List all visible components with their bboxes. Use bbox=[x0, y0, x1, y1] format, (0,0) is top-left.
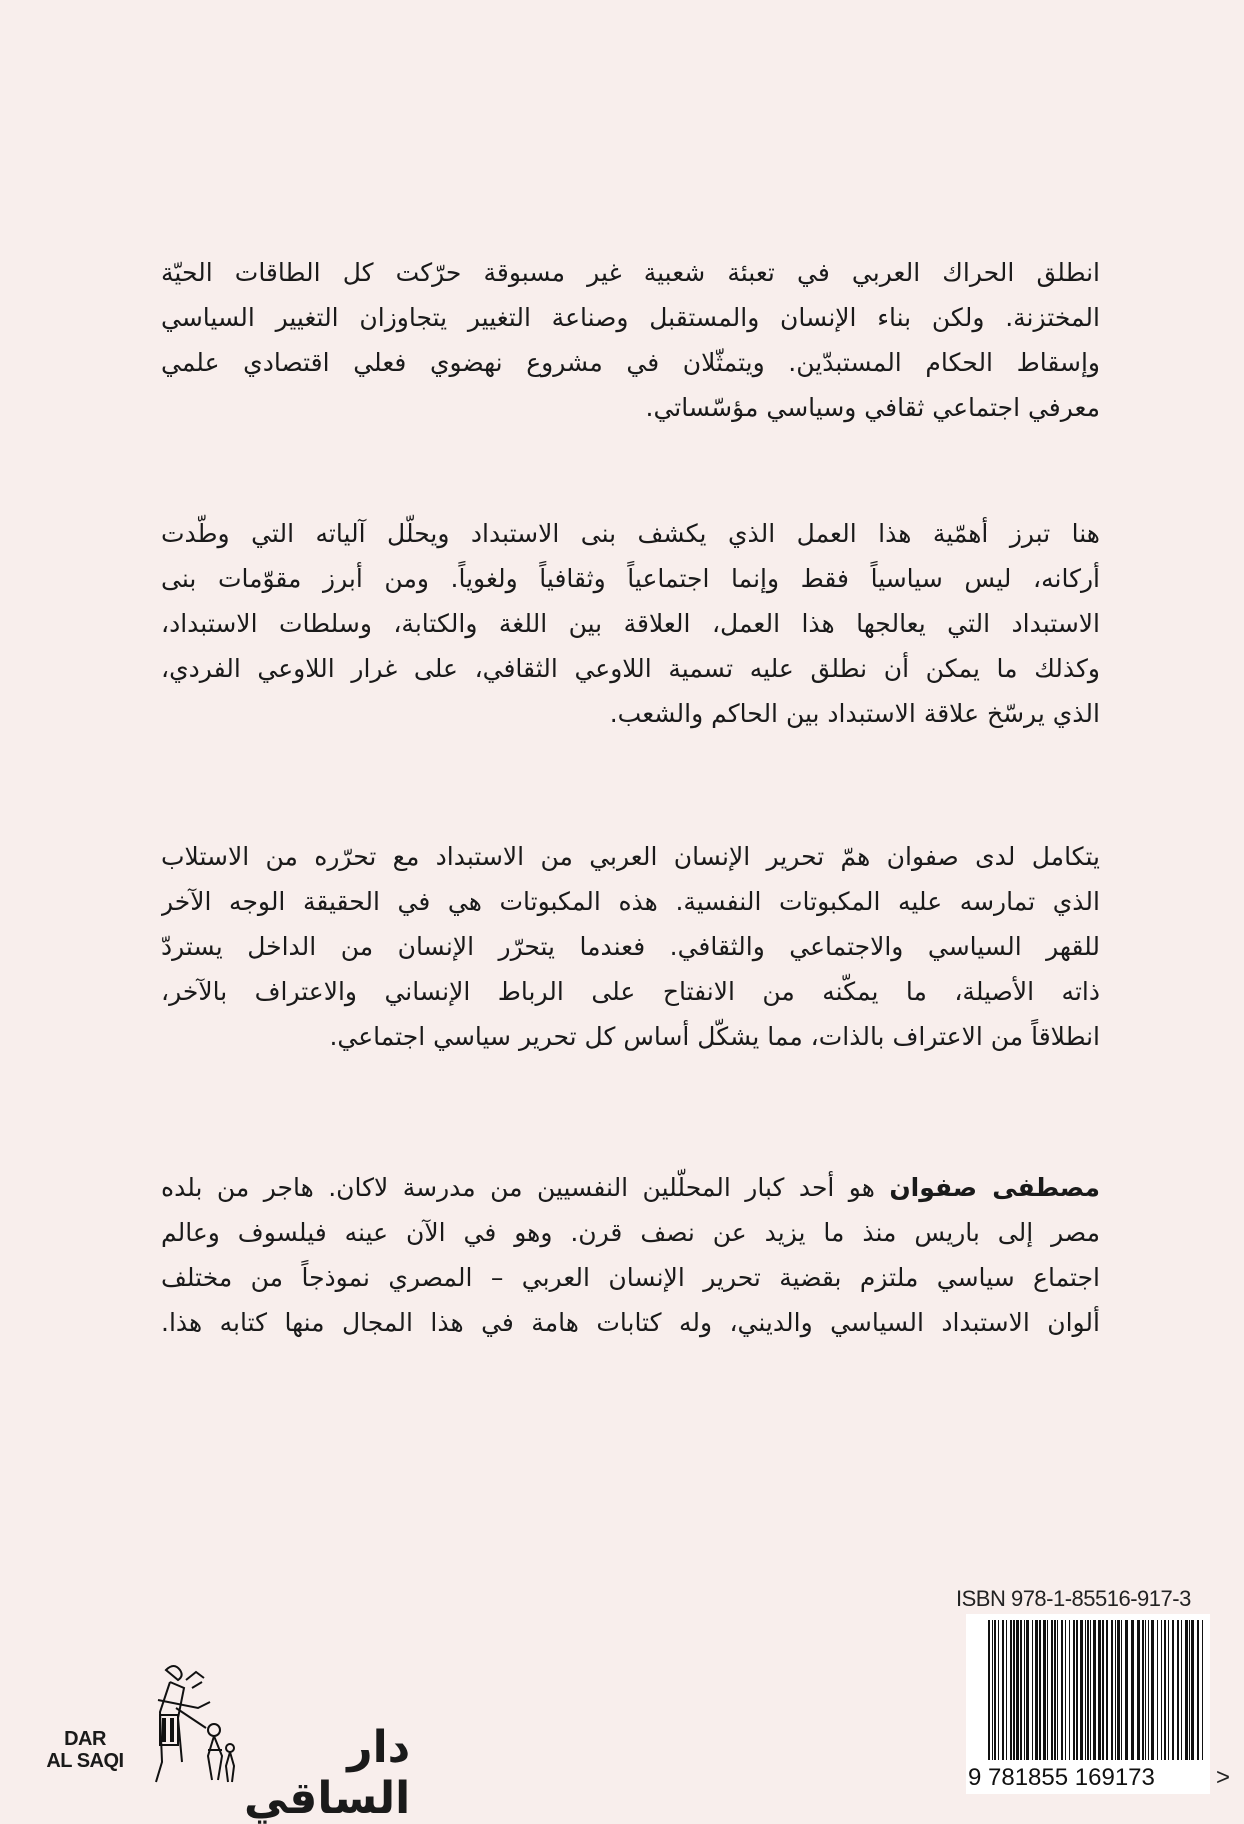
barcode bbox=[966, 1614, 1210, 1794]
barcode-bar bbox=[998, 1620, 999, 1760]
publisher-name-line1: DAR bbox=[64, 1728, 106, 1750]
barcode-bar bbox=[1076, 1620, 1078, 1760]
barcode-bar bbox=[1181, 1620, 1182, 1760]
barcode-bar bbox=[992, 1620, 993, 1760]
barcode-bar bbox=[1191, 1620, 1194, 1760]
text-line: الذي تمارسه عليه المكبوتات النفسية. هذه المكبوتات هي في الحقيقة الوجه الآخر bbox=[161, 887, 1100, 916]
barcode-bar bbox=[1137, 1620, 1140, 1760]
barcode-bar bbox=[1172, 1620, 1174, 1760]
text-line: انطلاقاً من الاعتراف بالذات، مما يشكّل أساس كل تحرير سياسي اجتماعي. bbox=[329, 1022, 1100, 1051]
author-name: مصطفى صفوان bbox=[889, 1173, 1100, 1202]
barcode-bar bbox=[1090, 1620, 1091, 1760]
barcode-arrow: > bbox=[1216, 1764, 1231, 1791]
barcode-bar bbox=[1121, 1620, 1122, 1760]
barcode-bars bbox=[966, 1614, 1210, 1764]
barcode-bar bbox=[1157, 1620, 1158, 1760]
barcode-bar bbox=[1197, 1620, 1199, 1760]
text-line: اجتماع سياسي ملتزم بقضية تحرير الإنسان العربي – المصري نموذجاً من مختلف bbox=[161, 1263, 1100, 1292]
publisher-name-en bbox=[44, 1728, 126, 1772]
barcode-bar bbox=[1115, 1620, 1116, 1760]
barcode-bar bbox=[1111, 1620, 1113, 1760]
text-line: وكذلك ما يمكن أن نطلق عليه تسمية اللاوعي الثقافي، على غرار اللاوعي الفردي، bbox=[161, 654, 1100, 683]
text-line: وإسقاط الحكام المستبدّين. ويتمثّلان في مشروع نهضوي فعلي اقتصادي علمي bbox=[161, 348, 1100, 377]
barcode-bar bbox=[1085, 1620, 1086, 1760]
barcode-bar bbox=[988, 1620, 990, 1760]
barcode-bar bbox=[1148, 1620, 1149, 1760]
barcode-bar bbox=[1080, 1620, 1083, 1760]
barcode-bar bbox=[1010, 1620, 1012, 1760]
barcode-bar bbox=[1125, 1620, 1128, 1760]
barcode-bar bbox=[1202, 1620, 1203, 1760]
barcode-bar bbox=[1093, 1620, 1096, 1760]
blurb-paragraph-3 bbox=[161, 834, 1100, 1059]
barcode-bar bbox=[1177, 1620, 1179, 1760]
author-bio-text: هو أحد كبار المحلّلين النفسيين من مدرسة لاكان. هاجر من بلده bbox=[161, 1173, 890, 1202]
barcode-bar bbox=[1117, 1620, 1120, 1760]
text-line: المختزنة. ولكن بناء الإنسان والمستقبل وصناعة التغيير يتجاوزان التغيير السياسي bbox=[161, 303, 1100, 332]
publisher-logo bbox=[44, 1650, 411, 1824]
barcode-bar bbox=[1161, 1620, 1162, 1760]
text-line: مصر إلى باريس منذ ما يزيد عن نصف قرن. وهو في الآن عينه فيلسوف وعالم bbox=[161, 1218, 1100, 1247]
text-line: ألوان الاستبداد السياسي والديني، وله كتابات هامة في هذا المجال منها كتابه هذا. bbox=[161, 1308, 1100, 1337]
text-line: هنا تبرز أهمّية هذا العمل الذي يكشف بنى الاستبداد ويحلّل آلياته التي وطّدت bbox=[161, 519, 1100, 548]
barcode-bar bbox=[1168, 1620, 1169, 1760]
barcode-bar bbox=[1035, 1620, 1038, 1760]
water-bearer-illustration-icon bbox=[136, 1660, 246, 1785]
barcode-bar bbox=[1145, 1620, 1146, 1760]
barcode-bar bbox=[1047, 1620, 1048, 1760]
barcode-bar bbox=[1057, 1620, 1058, 1760]
text-line: انطلق الحراك العربي في تعبئة شعبية غير مسبوقة حرّكت كل الطاقات الحيّة bbox=[161, 258, 1100, 287]
barcode-bar bbox=[994, 1620, 996, 1760]
barcode-bar bbox=[1151, 1620, 1154, 1760]
barcode-bar bbox=[1051, 1620, 1053, 1760]
barcode-bar bbox=[1131, 1620, 1134, 1760]
blurb-paragraph-2 bbox=[161, 511, 1100, 736]
barcode-bar bbox=[1065, 1620, 1066, 1760]
text-line: ذاته الأصيلة، ما يمكّنه من الانفتاح على الرباط الإنساني والاعتراف بالآخر، bbox=[161, 977, 1100, 1006]
text-line bbox=[161, 1165, 1100, 1210]
text-line: يتكامل لدى صفوان همّ تحرير الإنسان العربي من الاستبداد مع تحرّره من الاستلاب bbox=[161, 842, 1100, 871]
blurb-paragraph-1 bbox=[161, 250, 1100, 430]
text-line: الذي يرسّخ علاقة الاستبداد بين الحاكم والشعب. bbox=[609, 699, 1100, 728]
text-line: الاستبداد التي يعالجها هذا العمل، العلاقة بين اللغة والكتابة، وسلطات الاستبداد، bbox=[161, 609, 1100, 638]
barcode-bar bbox=[1061, 1620, 1063, 1760]
isbn-label: ISBN 978-1-85516-917-3 bbox=[956, 1586, 1191, 1611]
text-line: أركانه، ليس سياسياً فقط وإنما اجتماعياً وثقافياً ولغوياً. ومن أبرز مقوّمات بنى bbox=[161, 564, 1100, 593]
text-line: للقهر السياسي والاجتماعي والثقافي. فعندما يتحرّر الإنسان من الداخل يستردّ bbox=[161, 932, 1100, 961]
text-line: معرفي اجتماعي ثقافي وسياسي مؤسّساتي. bbox=[645, 393, 1100, 422]
barcode-bar bbox=[1073, 1620, 1075, 1760]
barcode-bar bbox=[1189, 1620, 1190, 1760]
barcode-bar bbox=[1002, 1620, 1004, 1760]
barcode-bar bbox=[1098, 1620, 1101, 1760]
barcode-bar bbox=[1043, 1620, 1046, 1760]
barcode-bar bbox=[1026, 1620, 1029, 1760]
barcode-bar bbox=[1032, 1620, 1033, 1760]
barcode-bar bbox=[1106, 1620, 1108, 1760]
barcode-bar bbox=[1069, 1620, 1070, 1760]
barcode-bar bbox=[1102, 1620, 1104, 1760]
publisher-name-ar: دار الساقي bbox=[244, 1722, 411, 1824]
barcode-bar bbox=[1185, 1620, 1188, 1760]
barcode-bar bbox=[1039, 1620, 1041, 1760]
barcode-bar bbox=[1016, 1620, 1019, 1760]
publisher-name-line2: AL SAQI bbox=[46, 1750, 124, 1772]
barcode-bar bbox=[1006, 1620, 1007, 1760]
barcode-bar bbox=[1054, 1620, 1056, 1760]
barcode-bar bbox=[1087, 1620, 1089, 1760]
barcode-bar bbox=[1024, 1620, 1025, 1760]
barcode-bar bbox=[1164, 1620, 1166, 1760]
barcode-bar bbox=[1013, 1620, 1015, 1760]
barcode-bar bbox=[1142, 1620, 1144, 1760]
barcode-digits: 9 781855 169173 bbox=[968, 1764, 1155, 1791]
barcode-bar bbox=[1020, 1620, 1022, 1760]
author-bio bbox=[161, 1165, 1100, 1345]
